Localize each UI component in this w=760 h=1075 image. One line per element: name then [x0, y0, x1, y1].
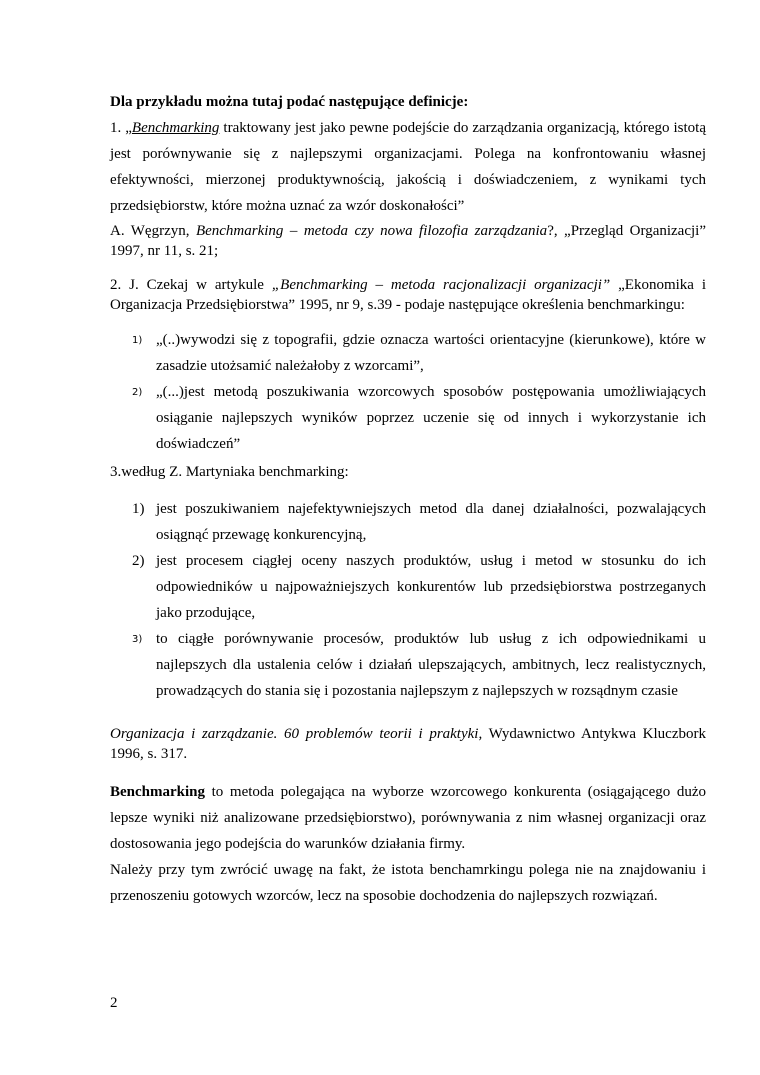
definition-2-title: „Benchmarking – metoda racjonalizacji organizacji”: [271, 277, 611, 293]
list-number: 1): [132, 335, 143, 346]
definition-3-intro: 3.według Z. Martyniaka benchmarking:: [110, 464, 349, 480]
list-item-text: to ciągłe porównywanie procesów, produktów lub usług z ich odpowiednikami u najlepszych dla ustalenia celów i działań ulepszających, ambitnych, lecz realistycznych, prowadzących do stania się i pozostania najlepszym z najlepszych w rozsądnym czasie: [156, 631, 706, 699]
definition-1-term: Benchmarking: [131, 120, 220, 136]
summary-text: to metoda polegająca na wyborze wzorcowego konkurenta (osiągającego dużo lepsze wyniki niż analizowane przedsiębiorstwo), porównywania z nim własnej organizacji oraz dostosowania jego podejścia do warunków działania firmy.: [110, 784, 706, 852]
definition-3-item-2: [110, 548, 706, 626]
definition-2-intro-a: 2. J. Czekaj w artykule: [110, 277, 272, 293]
section-heading: Dla przykładu można tutaj podać następujące definicje:: [110, 94, 469, 110]
summary-term: Benchmarking: [110, 784, 206, 800]
list-number: 3): [132, 634, 143, 645]
list-number: 2): [132, 387, 143, 398]
page-number: 2: [110, 995, 118, 1011]
definition-2-intro: [110, 275, 706, 315]
list-item-text: „(..)wywodzi się z topografii, gdzie oznacza wartości orientacyjne (kierunkowe), które w zasadzie utożsamić należałoby z wzorcami”,: [156, 332, 706, 374]
citation-2-rest: Wydawnictwo Antykwa Kluczbork 1996, s. 317.: [110, 726, 706, 762]
citation-1-author: A. Węgrzyn,: [110, 223, 196, 239]
document-page: [110, 91, 706, 909]
citation-1-rest: ?, „Przegląd Organizacji” 1997, nr 11, s. 21;: [110, 223, 706, 259]
list-item-text: jest procesem ciągłej oceny naszych produktów, usług i metod w stosunku do ich odpowiedników u najpoważniejszych konkurentów lub przedsiębiorstwa postrzeganych jako przodujące,: [156, 553, 706, 621]
definition-1-text: traktowany jest jako pewne podejście do zarządzania organizacją, którego istotą jest porównywanie się z najlepszymi organizacjami. Polega na konfrontowaniu własnej efektywności, mierzonej produktywnością, jakością i doświadczeniem, z wynikami tych przedsiębiorstw, które można uznać za wzór doskonałości”: [110, 120, 707, 214]
summary-note: Należy przy tym zwrócić uwagę na fakt, że istota benchamrkingu polega nie na znajdowaniu i przenoszeniu gotowych wzorców, lecz na sposobie dochodzenia do najlepszych rozwiązań.: [110, 862, 706, 904]
definition-1-open-quote: „: [125, 120, 132, 136]
list-item-text: jest poszukiwaniem najefektywniejszych metod dla danej działalności, pozwalających osiągnąć przewagę konkurencyjną,: [156, 501, 706, 543]
definition-2-item-2: [110, 379, 706, 457]
definition-3-item-3: [110, 626, 706, 704]
summary-paragraph: [110, 779, 706, 857]
citation-1-title: Benchmarking – metoda czy nowa filozofia zarządzania: [195, 223, 548, 239]
list-number: 2): [132, 553, 145, 569]
definition-2-intro-b: „Ekonomika i Organizacja Przedsiębiorstwa” 1995, nr 9, s.39 - podaje następujące określenia benchmarkingu:: [110, 277, 706, 313]
definition-1-number: 1.: [110, 120, 122, 136]
definition-2-item-1: [110, 327, 706, 379]
citation-2: [110, 724, 706, 764]
citation-2-title: Organizacja i zarządzanie. 60 problemów teorii i praktyki,: [110, 726, 483, 742]
definition-3-item-1: [110, 496, 706, 548]
list-number: 1): [132, 501, 145, 517]
citation-1: [110, 221, 706, 261]
list-item-text: „(...)jest metodą poszukiwania wzorcowych sposobów postępowania umożliwiających osiąganie najlepszych wyników poprzez uczenie się od innych i wykorzystanie ich doświadczeń”: [156, 384, 706, 452]
definition-1: [110, 115, 706, 219]
